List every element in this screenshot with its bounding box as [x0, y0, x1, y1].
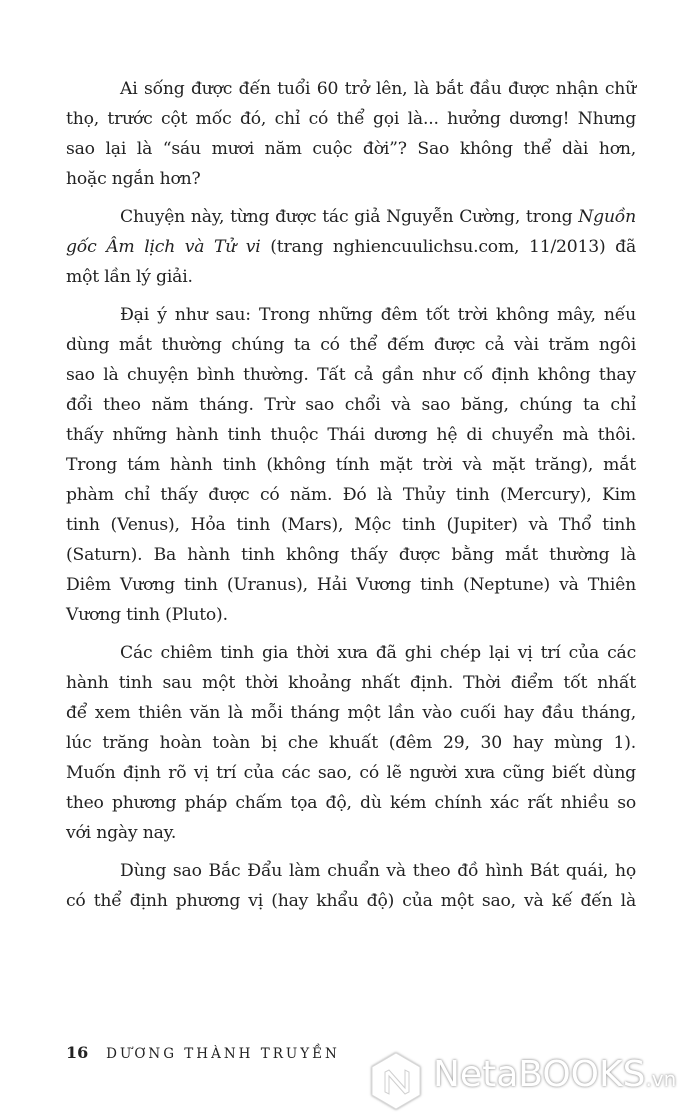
watermark-text [433, 1054, 676, 1095]
text-line [66, 202, 636, 232]
page-footer [66, 1043, 340, 1062]
running-head-author: DƯƠNG THÀNH TRUYỀN [106, 1046, 340, 1062]
text-line: tinh (Venus), Hỏa tinh (Mars), Mộc tinh (Jupiter) và Thổ tinh [66, 515, 636, 535]
text-line: Ai sống được đến tuổi 60 trở lên, là bắt đầu được nhận chữ [120, 79, 636, 99]
text-line: (Saturn). Ba hành tinh không thấy được bằng mắt thường là [66, 545, 636, 565]
text-line: Dùng sao Bắc Đẩu làm chuẩn và theo đồ hình Bát quái, họ [120, 861, 636, 881]
text-run: (trang nghiencuulichsu.com, 11/2013) đã [260, 237, 636, 257]
netabooks-logo-icon [365, 1050, 427, 1112]
text-line: hành tinh sau một thời khoảng nhất định. Thời điểm tốt nhất [66, 673, 636, 693]
text-line: để xem thiên văn là mỗi tháng một lần vào cuối hay đầu tháng, [66, 703, 636, 723]
text-line: với ngày nay. [66, 823, 177, 843]
book-title-part: Nguồn [578, 207, 636, 227]
paragraph-3 [66, 300, 636, 630]
text-line: theo phương pháp chấm tọa độ, dù kém chính xác rất nhiều so [66, 793, 636, 813]
text-line: sao lại là “sáu mươi năm cuộc đời”? Sao không thể dài hơn, [66, 139, 636, 159]
text-line: có thể định phương vị (hay khẩu độ) của một sao, và kế đến là [66, 891, 636, 911]
text-line: thấy những hành tinh thuộc Thái dương hệ di chuyển mà thôi. [66, 425, 636, 445]
text-run: Chuyện này, từng được tác giả Nguyễn Cường, trong [120, 207, 579, 227]
text-line: hoặc ngắn hơn? [66, 169, 201, 189]
book-title-part: gốc Âm lịch và Tử vi [66, 237, 261, 257]
paragraph-2 [66, 202, 636, 292]
text-line: Vương tinh (Pluto). [66, 605, 228, 625]
text-line: Đại ý như sau: Trong những đêm tốt trời không mây, nếu [120, 305, 636, 325]
watermark-suffix: .vn [645, 1067, 677, 1091]
text-line: một lần lý giải. [66, 267, 193, 287]
page-body [66, 74, 636, 924]
text-line: Diêm Vương tinh (Uranus), Hải Vương tinh (Neptune) và Thiên [66, 575, 636, 595]
text-line: thọ, trước cột mốc đó, chỉ có thể gọi là... hưởng dương! Nhưng [66, 109, 636, 129]
text-line: Các chiêm tinh gia thời xưa đã ghi chép lại vị trí của các [120, 643, 636, 663]
text-line: đổi theo năm tháng. Trừ sao chổi và sao băng, chúng ta chỉ [66, 395, 636, 415]
paragraph-5 [66, 856, 636, 916]
watermark [365, 1050, 695, 1112]
text-line: sao là chuyện bình thường. Tất cả gần như cố định không thay [66, 365, 636, 385]
text-line: lúc trăng hoàn toàn bị che khuất (đêm 29, 30 hay mùng 1). [66, 733, 636, 753]
page-number: 16 [66, 1043, 89, 1062]
text-line [66, 232, 636, 262]
watermark-brand: NetaBOOKS [433, 1054, 646, 1095]
text-line: Trong tám hành tinh (không tính mặt trời và mặt trăng), mắt [66, 455, 636, 475]
text-line: Muốn định rõ vị trí của các sao, có lẽ người xưa cũng biết dùng [66, 763, 636, 783]
text-line: phàm chỉ thấy được có năm. Đó là Thủy tinh (Mercury), Kim [66, 485, 636, 505]
text-line: dùng mắt thường chúng ta có thể đếm được cả vài trăm ngôi [66, 335, 636, 355]
paragraph-4 [66, 638, 636, 848]
paragraph-1 [66, 74, 636, 194]
